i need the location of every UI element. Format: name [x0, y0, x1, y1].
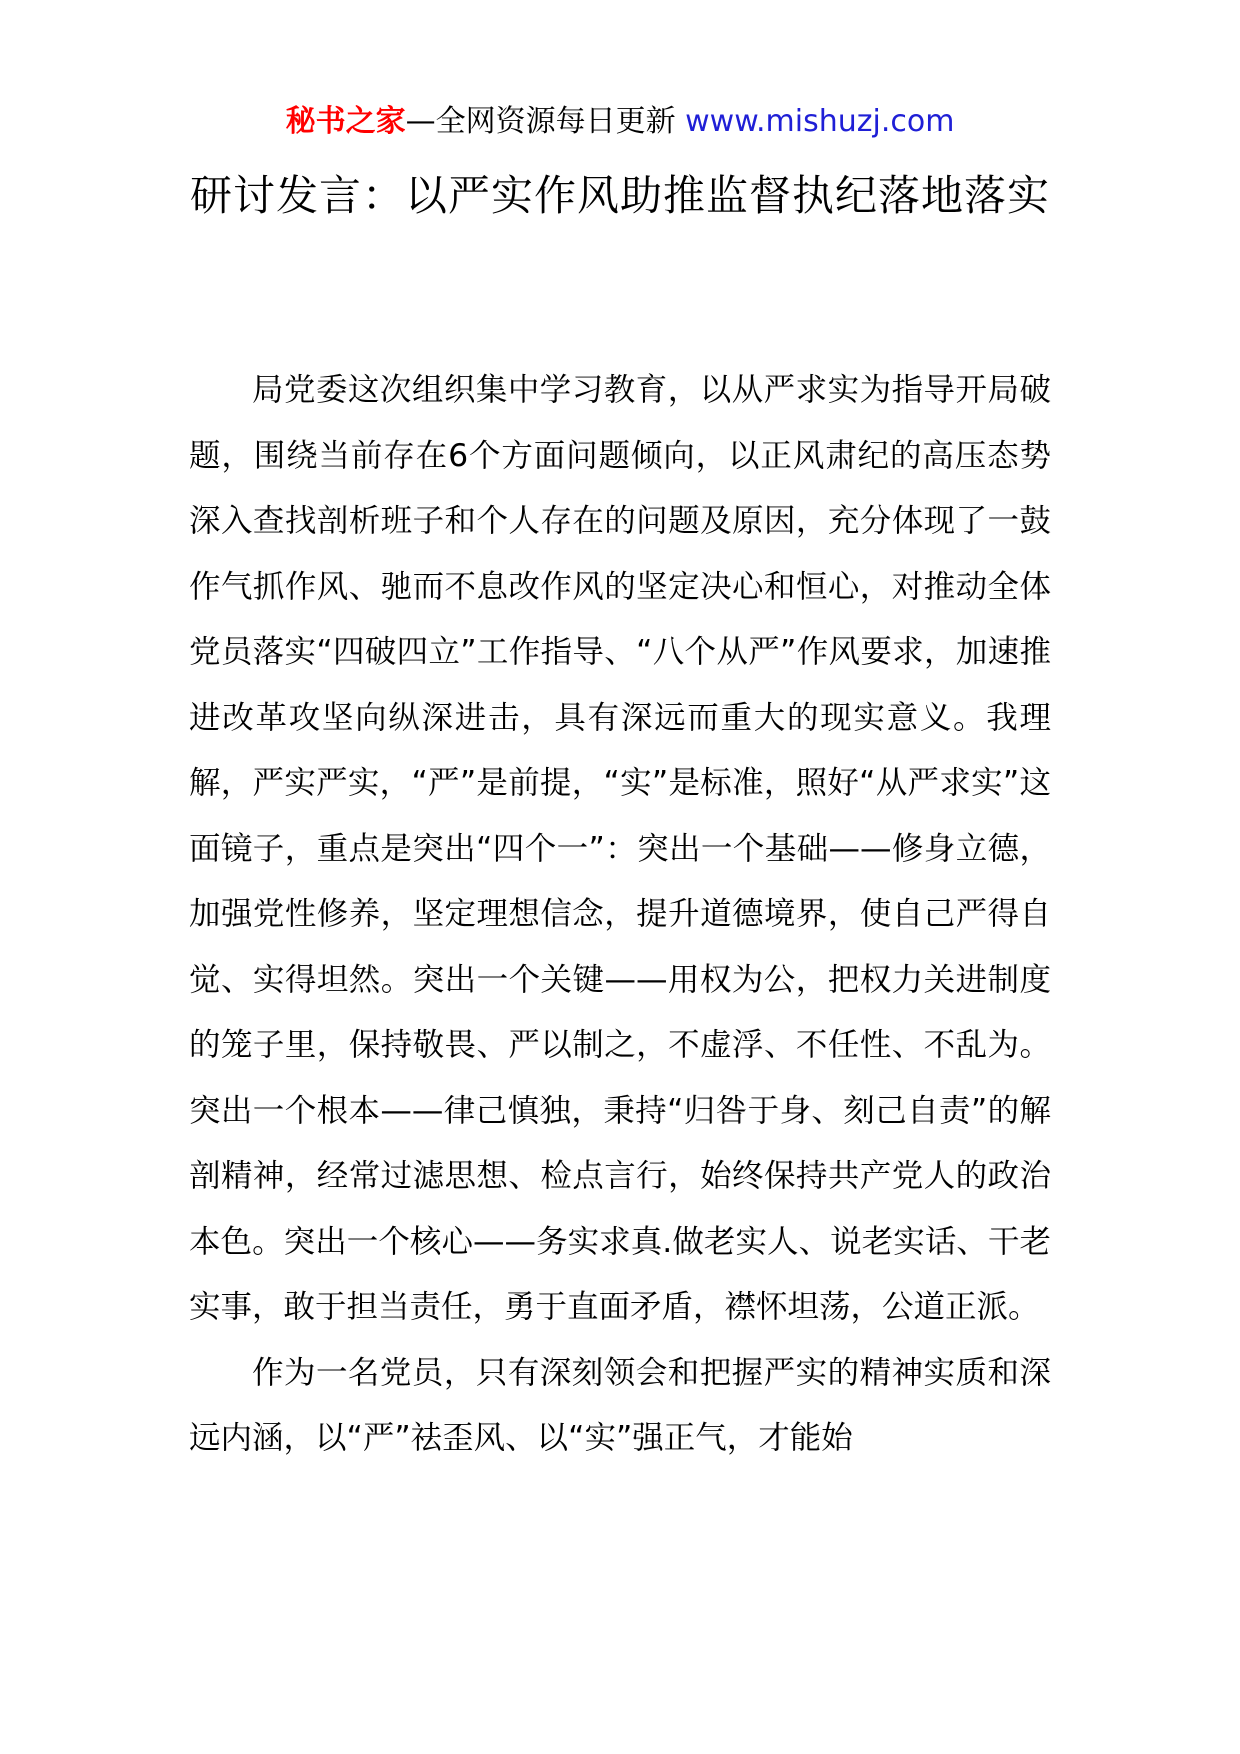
- document-title: 研讨发言：以严实作风助推监督执纪落地落实: [190, 171, 1051, 220]
- site-brand: 秘书之家: [285, 104, 406, 139]
- site-url-link[interactable]: www.mishuzj.com: [685, 104, 955, 139]
- site-slogan: —全网资源每日更新: [405, 104, 686, 139]
- paragraph: 作为一名党员，只有深刻领会和把握严实的精神实质和深远内涵，以“严”祛歪风、以“实”强正气，才能始: [189, 1354, 1051, 1456]
- paragraph: 局党委这次组织集中学习教育，以从严求实为指导开局破题，围绕当前存在6个方面问题倾向，以正风肃纪的高压态势深入查找剖析班子和个人存在的问题及原因，充分体现了一鼓作气抓作风、驰而不息改作风的坚定决心和恒心，对推动全体党员落实“四破四立”工作指导、“八个从严”作风要求，加速推进改革攻坚向纵深进击，具有深远而重大的现实意义。我理解，严实严实，“严”是前提，“实”是标准，照好“从严求实”这面镜子，重点是突出“四个一”：突出一个基础——修身立德，加强党性修养，坚定理想信念，提升道德境界，使自己严得自觉、实得坦然。突出一个关键——用权为公，把权力关进制度的笼子里，保持敬畏、严以制之，不虚浮、不任性、不乱为。突出一个根本——律己慎独，秉持“归咎于身、刻己自责”的解剖精神，经常过滤思想、检点言行，始终保持共产党人的政治本色。突出一个核心——务实求真.做老实人、说老实话、干老实事，敢于担当责任，勇于直面矛盾，襟怀坦荡，公道正派。: [189, 372, 1051, 1325]
- site-header: [0, 102, 1240, 142]
- document-body: [189, 358, 1051, 1472]
